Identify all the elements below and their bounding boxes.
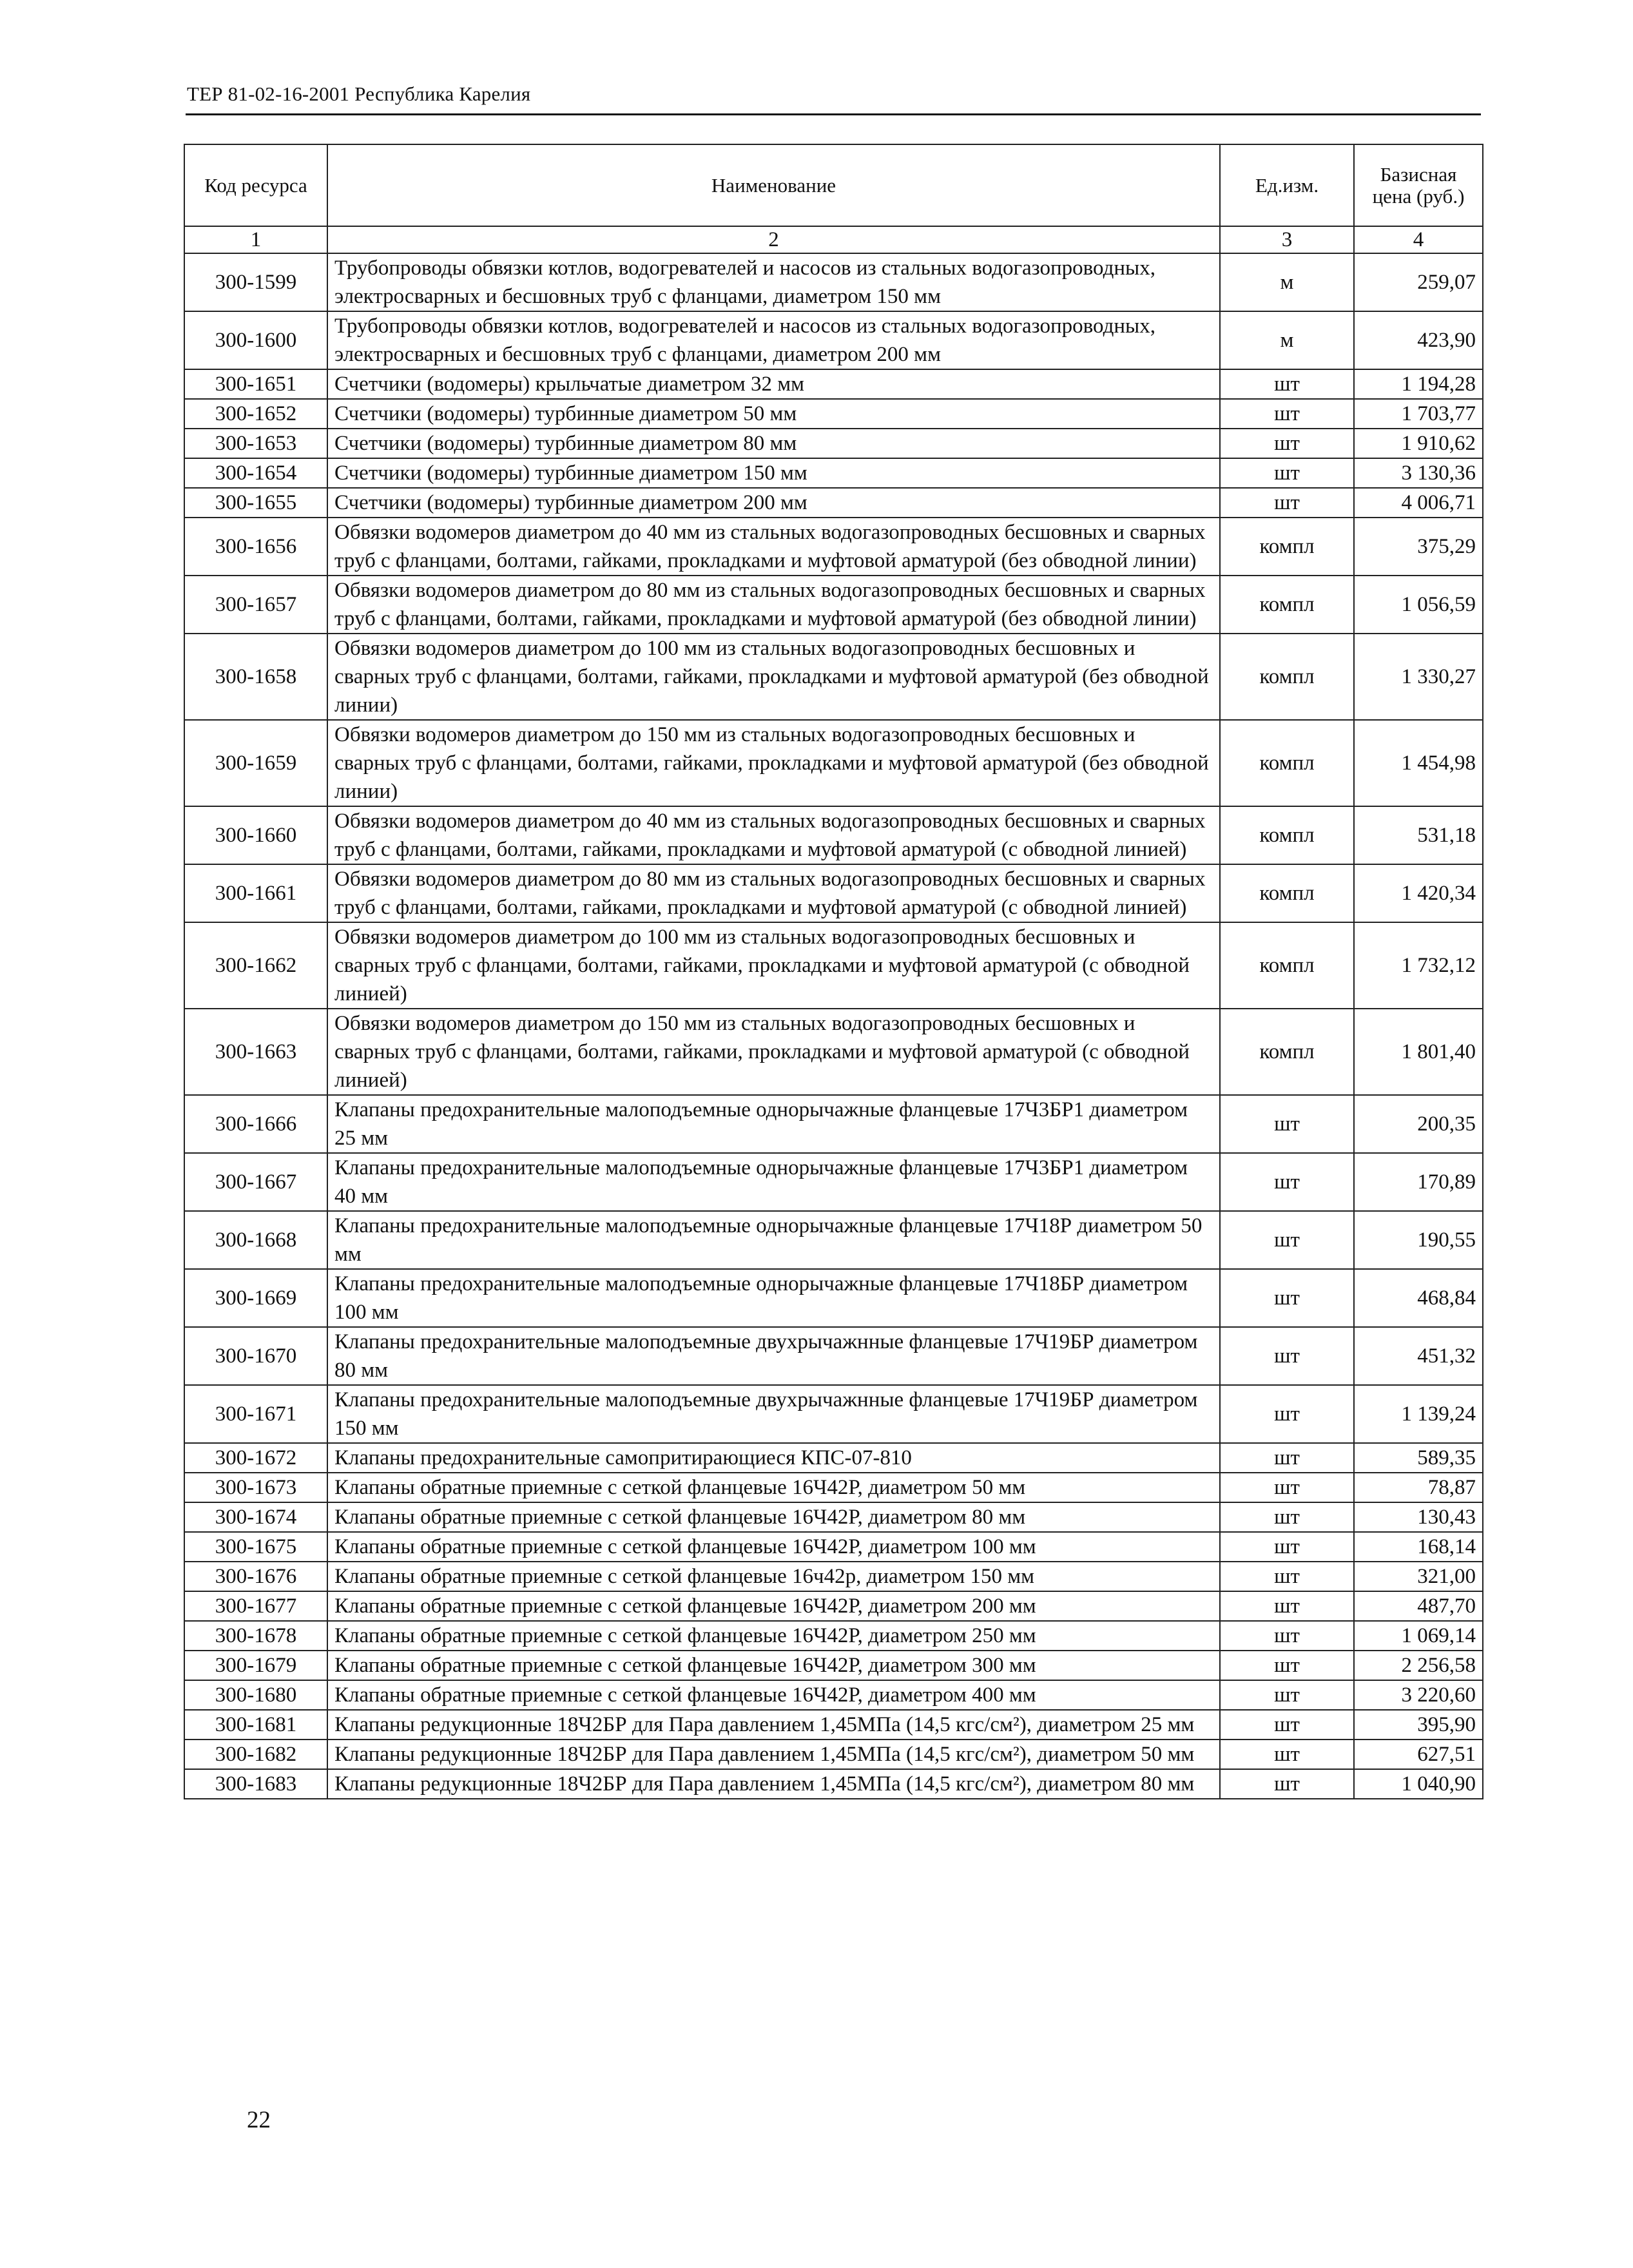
- cell-unit: шт: [1220, 1769, 1354, 1799]
- cell-name: Клапаны предохранительные малоподъемные двухрычажнные фланцевые 17Ч19БР диаметром 150 мм: [327, 1385, 1220, 1443]
- header-rule: [186, 113, 1481, 115]
- cell-unit: шт: [1220, 1532, 1354, 1562]
- cell-price: 1 330,27: [1354, 634, 1483, 720]
- cell-price: 321,00: [1354, 1562, 1483, 1591]
- cell-code: 300-1653: [184, 429, 327, 458]
- cell-price: 200,35: [1354, 1095, 1483, 1153]
- cell-price: 3 220,60: [1354, 1680, 1483, 1710]
- table-row: [184, 1473, 1483, 1502]
- table-row: [184, 1532, 1483, 1562]
- cell-price: 1 040,90: [1354, 1769, 1483, 1799]
- page-header: ТЕР 81-02-16-2001 Республика Карелия: [187, 82, 531, 105]
- cell-name: Обвязки водомеров диаметром до 100 мм из стальных водогазопроводных бесшовных и сварных труб с фланцами, болтами, гайками, прокладками и муфтовой арматурой (с обводной линией): [327, 922, 1220, 1009]
- column-number-row: [184, 226, 1483, 253]
- table-row: [184, 1385, 1483, 1443]
- cell-code: 300-1676: [184, 1562, 327, 1591]
- cell-code: 300-1680: [184, 1680, 327, 1710]
- table-row: [184, 1502, 1483, 1532]
- table-row: [184, 720, 1483, 806]
- cell-code: 300-1599: [184, 253, 327, 311]
- column-header-price: Базисная цена (руб.): [1354, 144, 1483, 226]
- cell-name: Клапаны редукционные 18Ч2БР для Пара давлением 1,45МПа (14,5 кгс/см²), диаметром 80 мм: [327, 1769, 1220, 1799]
- table-header-row: [184, 144, 1483, 226]
- table-row: [184, 1211, 1483, 1269]
- cell-code: 300-1683: [184, 1769, 327, 1799]
- cell-code: 300-1682: [184, 1740, 327, 1769]
- cell-unit: м: [1220, 311, 1354, 369]
- cell-name: Обвязки водомеров диаметром до 80 мм из стальных водогазопроводных бесшовных и сварных труб с фланцами, болтами, гайками, прокладками и муфтовой арматурой (с обводной линией): [327, 864, 1220, 922]
- table-row: [184, 1651, 1483, 1680]
- cell-name: Счетчики (водомеры) турбинные диаметром 50 мм: [327, 399, 1220, 429]
- cell-unit: шт: [1220, 1269, 1354, 1327]
- cell-price: 168,14: [1354, 1532, 1483, 1562]
- cell-price: 1 454,98: [1354, 720, 1483, 806]
- cell-unit: шт: [1220, 1095, 1354, 1153]
- cell-unit: компл: [1220, 864, 1354, 922]
- cell-name: Клапаны обратные приемные с сеткой фланцевые 16Ч42Р, диаметром 50 мм: [327, 1473, 1220, 1502]
- cell-unit: шт: [1220, 429, 1354, 458]
- cell-price: 190,55: [1354, 1211, 1483, 1269]
- cell-unit: шт: [1220, 1385, 1354, 1443]
- page-number: 22: [247, 2107, 271, 2133]
- cell-name: Счетчики (водомеры) турбинные диаметром 150 мм: [327, 458, 1220, 488]
- cell-name: Клапаны предохранительные самопритирающиеся КПС-07-810: [327, 1443, 1220, 1473]
- cell-name: Счетчики (водомеры) крыльчатые диаметром 32 мм: [327, 369, 1220, 399]
- cell-unit: шт: [1220, 1710, 1354, 1740]
- cell-name: Клапаны предохранительные малоподъемные однорычажные фланцевые 17Ч18БР диаметром 100 мм: [327, 1269, 1220, 1327]
- cell-price: 3 130,36: [1354, 458, 1483, 488]
- table-row: [184, 634, 1483, 720]
- cell-price: 468,84: [1354, 1269, 1483, 1327]
- cell-code: 300-1670: [184, 1327, 327, 1385]
- table-row: [184, 1710, 1483, 1740]
- cell-unit: м: [1220, 253, 1354, 311]
- cell-unit: шт: [1220, 1211, 1354, 1269]
- cell-name: Счетчики (водомеры) турбинные диаметром 80 мм: [327, 429, 1220, 458]
- cell-name: Клапаны предохранительные малоподъемные однорычажные фланцевые 17Ч3БР1 диаметром 25 мм: [327, 1095, 1220, 1153]
- table-row: [184, 1153, 1483, 1211]
- cell-price: 487,70: [1354, 1591, 1483, 1621]
- cell-code: 300-1677: [184, 1591, 327, 1621]
- table-row: [184, 1680, 1483, 1710]
- cell-price: 589,35: [1354, 1443, 1483, 1473]
- cell-code: 300-1668: [184, 1211, 327, 1269]
- cell-price: 627,51: [1354, 1740, 1483, 1769]
- cell-price: 395,90: [1354, 1710, 1483, 1740]
- cell-name: Клапаны предохранительные малоподъемные двухрычажнные фланцевые 17Ч19БР диаметром 80 мм: [327, 1327, 1220, 1385]
- cell-code: 300-1662: [184, 922, 327, 1009]
- cell-name: Клапаны обратные приемные с сеткой фланцевые 16Ч42Р, диаметром 80 мм: [327, 1502, 1220, 1532]
- cell-name: Клапаны редукционные 18Ч2БР для Пара давлением 1,45МПа (14,5 кгс/см²), диаметром 50 мм: [327, 1740, 1220, 1769]
- cell-code: 300-1675: [184, 1532, 327, 1562]
- cell-name: Клапаны обратные приемные с сеткой фланцевые 16Ч42Р, диаметром 250 мм: [327, 1621, 1220, 1651]
- cell-code: 300-1655: [184, 488, 327, 518]
- cell-unit: шт: [1220, 399, 1354, 429]
- cell-unit: шт: [1220, 458, 1354, 488]
- cell-unit: шт: [1220, 1153, 1354, 1211]
- table-row: [184, 1769, 1483, 1799]
- cell-unit: шт: [1220, 1443, 1354, 1473]
- cell-unit: шт: [1220, 1473, 1354, 1502]
- cell-code: 300-1652: [184, 399, 327, 429]
- cell-unit: шт: [1220, 1621, 1354, 1651]
- column-number: 4: [1354, 226, 1483, 253]
- cell-code: 300-1600: [184, 311, 327, 369]
- cell-name: Трубопроводы обвязки котлов, водогревателей и насосов из стальных водогазопроводных, электросварных и бесшовных труб с фланцами, диаметром 150 мм: [327, 253, 1220, 311]
- cell-unit: компл: [1220, 720, 1354, 806]
- cell-price: 423,90: [1354, 311, 1483, 369]
- cell-code: 300-1656: [184, 518, 327, 576]
- cell-name: Обвязки водомеров диаметром до 100 мм из стальных водогазопроводных бесшовных и сварных труб с фланцами, болтами, гайками, прокладками и муфтовой арматурой (без обводной линии): [327, 634, 1220, 720]
- cell-unit: компл: [1220, 806, 1354, 864]
- cell-code: 300-1657: [184, 576, 327, 634]
- cell-name: Клапаны обратные приемные с сеткой фланцевые 16ч42р, диаметром 150 мм: [327, 1562, 1220, 1591]
- cell-code: 300-1678: [184, 1621, 327, 1651]
- table-row: [184, 1591, 1483, 1621]
- table-row: [184, 1621, 1483, 1651]
- table-row: [184, 429, 1483, 458]
- cell-code: 300-1651: [184, 369, 327, 399]
- cell-unit: шт: [1220, 1740, 1354, 1769]
- table-row: [184, 806, 1483, 864]
- cell-unit: компл: [1220, 922, 1354, 1009]
- table-row: [184, 1009, 1483, 1095]
- cell-unit: шт: [1220, 1591, 1354, 1621]
- table-row: [184, 864, 1483, 922]
- cell-code: 300-1671: [184, 1385, 327, 1443]
- table-row: [184, 399, 1483, 429]
- cell-code: 300-1679: [184, 1651, 327, 1680]
- cell-price: 531,18: [1354, 806, 1483, 864]
- column-header-unit: Ед.изм.: [1220, 144, 1354, 226]
- table-row: [184, 369, 1483, 399]
- cell-price: 375,29: [1354, 518, 1483, 576]
- cell-code: 300-1654: [184, 458, 327, 488]
- cell-name: Клапаны обратные приемные с сеткой фланцевые 16Ч42Р, диаметром 200 мм: [327, 1591, 1220, 1621]
- cell-price: 1 069,14: [1354, 1621, 1483, 1651]
- cell-unit: шт: [1220, 1562, 1354, 1591]
- cell-price: 130,43: [1354, 1502, 1483, 1532]
- cell-code: 300-1672: [184, 1443, 327, 1473]
- column-header-name: Наименование: [327, 144, 1220, 226]
- cell-unit: компл: [1220, 576, 1354, 634]
- cell-price: 1 194,28: [1354, 369, 1483, 399]
- table-row: [184, 922, 1483, 1009]
- cell-unit: шт: [1220, 1327, 1354, 1385]
- cell-name: Обвязки водомеров диаметром до 150 мм из стальных водогазопроводных бесшовных и сварных труб с фланцами, болтами, гайками, прокладками и муфтовой арматурой (с обводной линией): [327, 1009, 1220, 1095]
- cell-name: Обвязки водомеров диаметром до 40 мм из стальных водогазопроводных бесшовных и сварных труб с фланцами, болтами, гайками, прокладками и муфтовой арматурой (с обводной линией): [327, 806, 1220, 864]
- cell-unit: компл: [1220, 1009, 1354, 1095]
- cell-code: 300-1660: [184, 806, 327, 864]
- table-row: [184, 1443, 1483, 1473]
- cell-unit: компл: [1220, 634, 1354, 720]
- cell-price: 1 420,34: [1354, 864, 1483, 922]
- cell-unit: шт: [1220, 488, 1354, 518]
- table-row: [184, 311, 1483, 369]
- cell-price: 259,07: [1354, 253, 1483, 311]
- table-body: [184, 253, 1483, 1799]
- table-row: [184, 1269, 1483, 1327]
- table-row: [184, 1327, 1483, 1385]
- cell-name: Клапаны редукционные 18Ч2БР для Пара давлением 1,45МПа (14,5 кгс/см²), диаметром 25 мм: [327, 1710, 1220, 1740]
- cell-name: Клапаны предохранительные малоподъемные однорычажные фланцевые 17Ч3БР1 диаметром 40 мм: [327, 1153, 1220, 1211]
- cell-name: Обвязки водомеров диаметром до 40 мм из стальных водогазопроводных бесшовных и сварных труб с фланцами, болтами, гайками, прокладками и муфтовой арматурой (без обводной линии): [327, 518, 1220, 576]
- cell-code: 300-1666: [184, 1095, 327, 1153]
- cell-code: 300-1659: [184, 720, 327, 806]
- column-number: 2: [327, 226, 1220, 253]
- cell-price: 1 703,77: [1354, 399, 1483, 429]
- cell-name: Клапаны предохранительные малоподъемные однорычажные фланцевые 17Ч18Р диаметром 50 мм: [327, 1211, 1220, 1269]
- table-row: [184, 1095, 1483, 1153]
- cell-name: Счетчики (водомеры) турбинные диаметром 200 мм: [327, 488, 1220, 518]
- cell-code: 300-1681: [184, 1710, 327, 1740]
- cell-code: 300-1673: [184, 1473, 327, 1502]
- cell-code: 300-1663: [184, 1009, 327, 1095]
- table-row: [184, 1562, 1483, 1591]
- cell-code: 300-1667: [184, 1153, 327, 1211]
- cell-name: Обвязки водомеров диаметром до 80 мм из стальных водогазопроводных бесшовных и сварных труб с фланцами, болтами, гайками, прокладками и муфтовой арматурой (без обводной линии): [327, 576, 1220, 634]
- cell-price: 78,87: [1354, 1473, 1483, 1502]
- table-row: [184, 488, 1483, 518]
- table-row: [184, 518, 1483, 576]
- cell-code: 300-1669: [184, 1269, 327, 1327]
- cell-unit: шт: [1220, 1502, 1354, 1532]
- table-row: [184, 576, 1483, 634]
- cell-price: 451,32: [1354, 1327, 1483, 1385]
- cell-name: Клапаны обратные приемные с сеткой фланцевые 16Ч42Р, диаметром 400 мм: [327, 1680, 1220, 1710]
- resource-table: [184, 144, 1483, 1799]
- table-row: [184, 253, 1483, 311]
- cell-price: 170,89: [1354, 1153, 1483, 1211]
- cell-price: 4 006,71: [1354, 488, 1483, 518]
- cell-unit: компл: [1220, 518, 1354, 576]
- cell-name: Трубопроводы обвязки котлов, водогревателей и насосов из стальных водогазопроводных, электросварных и бесшовных труб с фланцами, диаметром 200 мм: [327, 311, 1220, 369]
- cell-price: 2 256,58: [1354, 1651, 1483, 1680]
- table-row: [184, 458, 1483, 488]
- cell-price: 1 910,62: [1354, 429, 1483, 458]
- cell-name: Обвязки водомеров диаметром до 150 мм из стальных водогазопроводных бесшовных и сварных труб с фланцами, болтами, гайками, прокладками и муфтовой арматурой (без обводной линии): [327, 720, 1220, 806]
- cell-code: 300-1661: [184, 864, 327, 922]
- cell-price: 1 732,12: [1354, 922, 1483, 1009]
- column-header-code: Код ресурса: [184, 144, 327, 226]
- table-row: [184, 1740, 1483, 1769]
- cell-unit: шт: [1220, 369, 1354, 399]
- column-number: 3: [1220, 226, 1354, 253]
- cell-name: Клапаны обратные приемные с сеткой фланцевые 16Ч42Р, диаметром 300 мм: [327, 1651, 1220, 1680]
- cell-price: 1 139,24: [1354, 1385, 1483, 1443]
- cell-code: 300-1658: [184, 634, 327, 720]
- cell-code: 300-1674: [184, 1502, 327, 1532]
- cell-price: 1 056,59: [1354, 576, 1483, 634]
- cell-price: 1 801,40: [1354, 1009, 1483, 1095]
- cell-name: Клапаны обратные приемные с сеткой фланцевые 16Ч42Р, диаметром 100 мм: [327, 1532, 1220, 1562]
- column-number: 1: [184, 226, 327, 253]
- cell-unit: шт: [1220, 1680, 1354, 1710]
- cell-unit: шт: [1220, 1651, 1354, 1680]
